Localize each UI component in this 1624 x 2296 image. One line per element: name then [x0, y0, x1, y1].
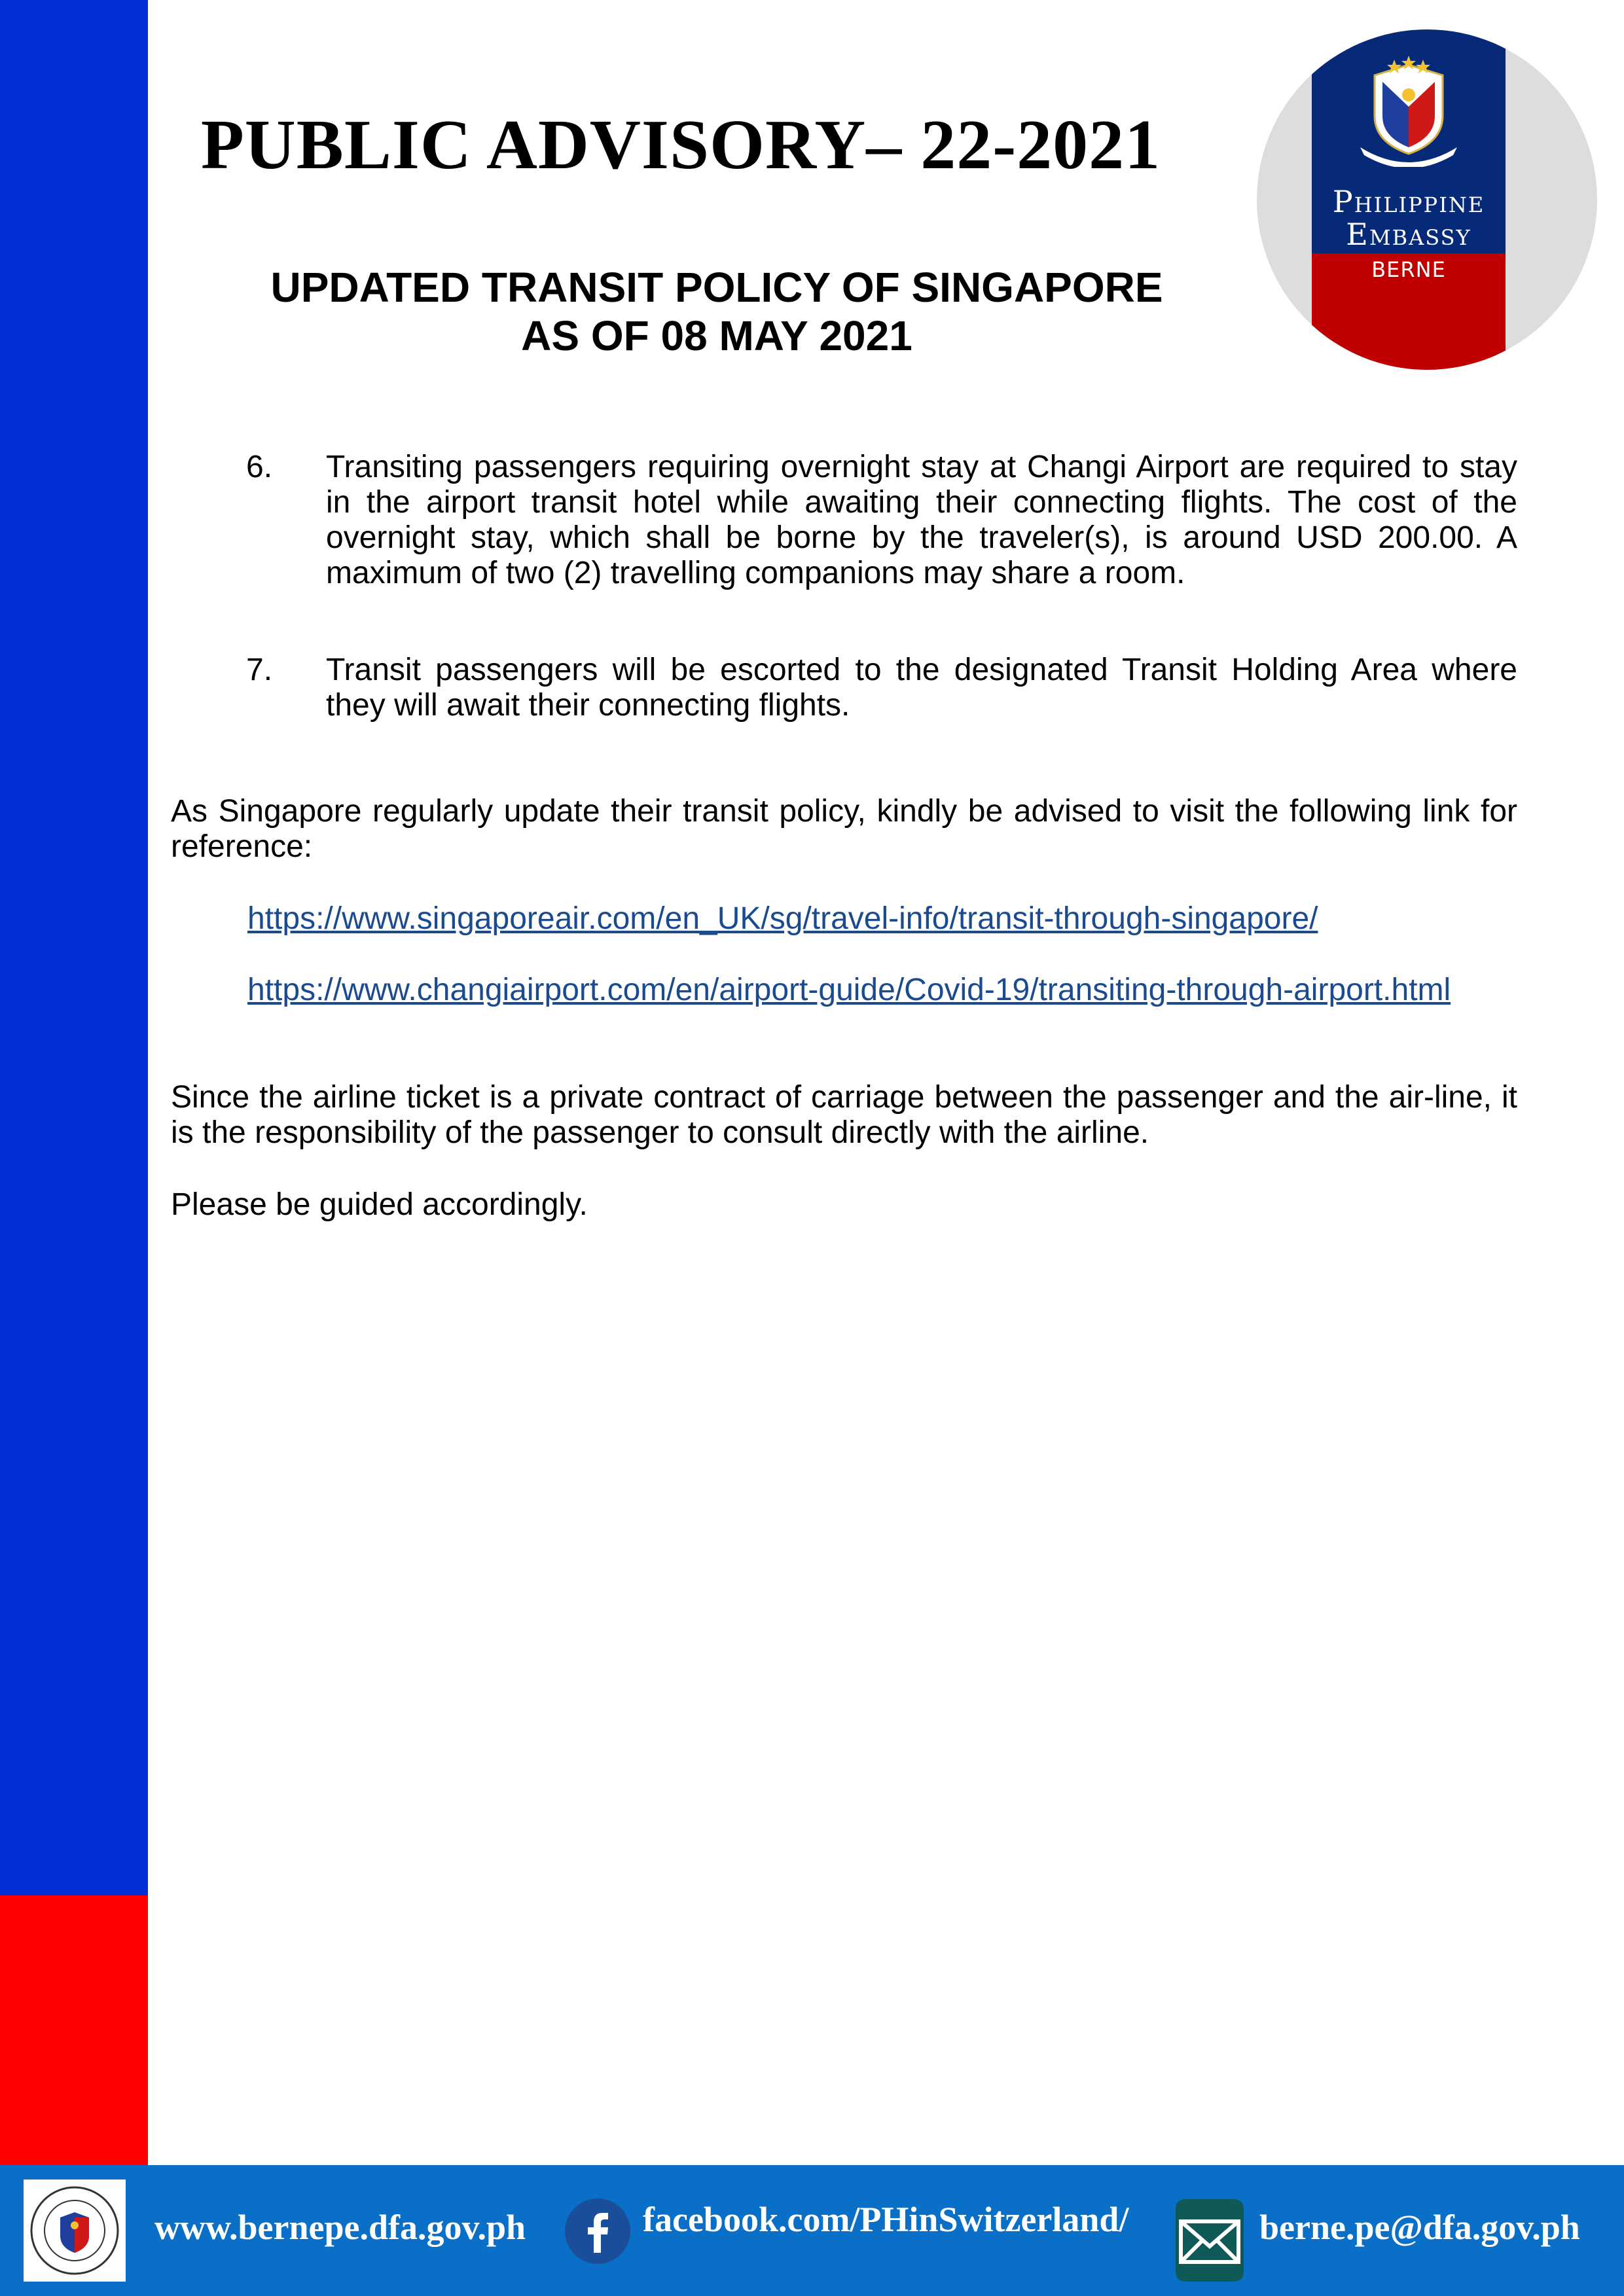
- logo-text-philippine: Philippine: [1332, 184, 1485, 219]
- footer-facebook[interactable]: facebook.com/PHinSwitzerland/: [643, 2200, 1129, 2239]
- page-subtitle: [203, 263, 1231, 360]
- subtitle-line-2: AS OF 08 MAY 2021: [521, 312, 912, 359]
- dfa-seal-icon: [24, 2179, 126, 2282]
- mail-icon[interactable]: [1176, 2199, 1244, 2282]
- subtitle-line-1: UPDATED TRANSIT POLICY OF SINGAPORE: [270, 264, 1163, 311]
- coat-of-arms-icon: [1348, 56, 1469, 167]
- footer-website[interactable]: www.bernepe.dfa.gov.ph: [154, 2208, 526, 2247]
- footer-bar: [0, 2165, 1624, 2296]
- reference-paragraph: As Singapore regularly update their transit policy, kindly be advised to visit the following link for reference:: [171, 794, 1517, 864]
- logo-text-berne: BERNE: [1371, 257, 1446, 282]
- sidebar-blue-band: [0, 0, 148, 1895]
- logo-text-embassy: Embassy: [1346, 217, 1471, 252]
- list-item-number: 7.: [246, 653, 273, 687]
- singaporeair-link[interactable]: https://www.singaporeair.com/en_UK/sg/travel-info/transit-through-singapore/: [247, 901, 1318, 936]
- sidebar-red-band: [0, 1895, 148, 2165]
- embassy-logo: [1257, 29, 1597, 370]
- closing-text: Please be guided accordingly.: [171, 1187, 588, 1222]
- changiairport-link[interactable]: https://www.changiairport.com/en/airport-guide/Covid-19/transiting-through-airport.html: [247, 973, 1451, 1007]
- list-item-text: Transit passengers will be escorted to the designated Transit Holding Area where they will await their connecting flights.: [326, 653, 1517, 723]
- list-item-text: Transiting passengers requiring overnight stay at Changi Airport are required to stay in the airport transit hotel while awaiting their connecting flights. The cost of the overnight stay, which shall be borne by the traveler(s), is around USD 200.00. A maximum of two (2) travelling companions may share a room.: [326, 450, 1517, 590]
- logo-panel: [1312, 29, 1506, 370]
- contract-paragraph: Since the airline ticket is a private contract of carriage between the passenger and the air-line, it is the responsibility of the passenger to consult directly with the airline.: [171, 1080, 1517, 1150]
- footer-email[interactable]: berne.pe@dfa.gov.ph: [1259, 2208, 1580, 2247]
- facebook-icon[interactable]: [564, 2198, 631, 2265]
- page-title: PUBLIC ADVISORY– 22-2021: [200, 106, 1161, 184]
- list-item-number: 6.: [246, 450, 273, 484]
